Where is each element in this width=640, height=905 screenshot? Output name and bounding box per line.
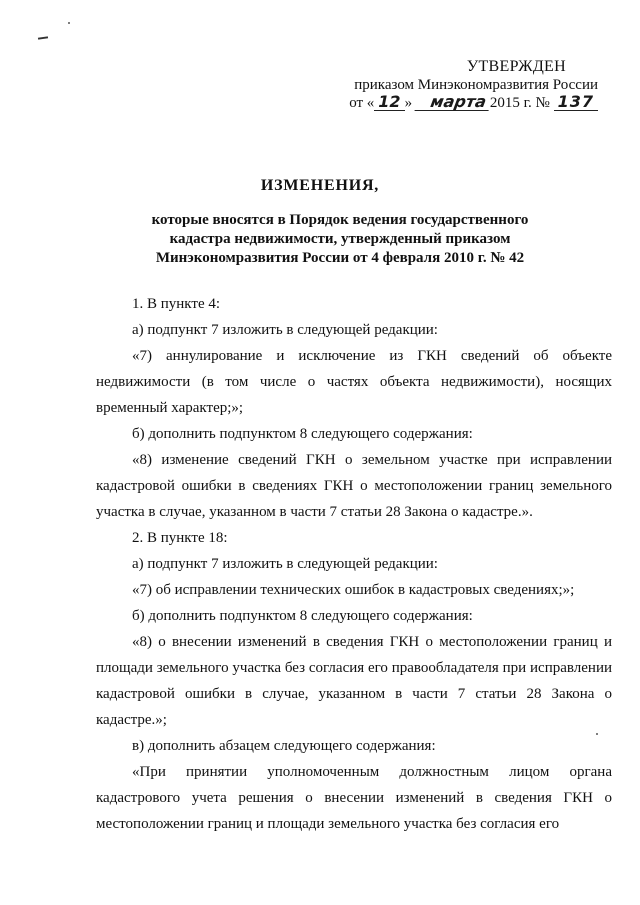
approval-block [330,58,610,112]
scan-dot [68,22,70,24]
document-body [96,291,612,837]
paragraph: в) дополнить абзацем следующего содержания: [132,738,436,754]
paragraph: 2. В пункте 18: [132,530,228,546]
document-title: ИЗМЕНЕНИЯ, [260,177,380,194]
order-date-line [330,94,610,112]
paragraph: 1. В пункте 4: [132,296,221,312]
approved-heading: УТВЕРЖДЕН [466,58,566,75]
subtitle-line: кадастра недвижимости, утвержденный приказом [169,231,511,247]
paragraph: «8) о внесении изменений в сведения ГКН о местоположении границ и площади земельного участка без согласия его правообладателя при исправлении кадастровой ошибки в случае, указанном в части 7 статьи 28 Закона о кадастре.»; [96,634,612,728]
paragraph: а) подпункт 7 изложить в следующей редакции: [132,322,438,338]
order-line: приказом Минэкономразвития России [354,77,598,93]
subtitle-line: Минэкономразвития России от 4 февраля 2010 г. № 42 [155,250,525,266]
document-subtitle [120,211,560,268]
date-mid: » [404,95,413,111]
paragraph: б) дополнить подпунктом 8 следующего содержания: [132,426,473,442]
paragraph: а) подпункт 7 изложить в следующей редакции: [132,556,438,572]
date-prefix: от « [349,95,375,111]
paragraph: «7) об исправлении технических ошибок в кадастровых сведениях;»; [132,582,575,598]
handwritten-month: марта [414,94,491,111]
year-text: 2015 г. № [489,95,550,111]
handwritten-day: 12 [374,94,404,111]
handwritten-order-number: 137 [554,94,598,111]
subtitle-line: которые вносятся в Порядок ведения государственного [151,212,529,228]
scan-mark [38,36,48,39]
paragraph: «8) изменение сведений ГКН о земельном участке при исправлении кадастровой ошибки в сведениях ГКН о местоположении границ земельного участка в случае, указанном в части 7 статьи 28 Закона о кадастре.». [96,452,612,520]
paragraph: «7) аннулирование и исключение из ГКН сведений об объекте недвижимости (в том числе о частях объекта недвижимости), носящих временный характер;»; [96,348,612,416]
paragraph: б) дополнить подпунктом 8 следующего содержания: [132,608,473,624]
paragraph: «При принятии уполномоченным должностным лицом органа кадастрового учета решения о внесении изменений в сведения ГКН о местоположении границ и площади земельного участка без согласия его [96,764,612,832]
